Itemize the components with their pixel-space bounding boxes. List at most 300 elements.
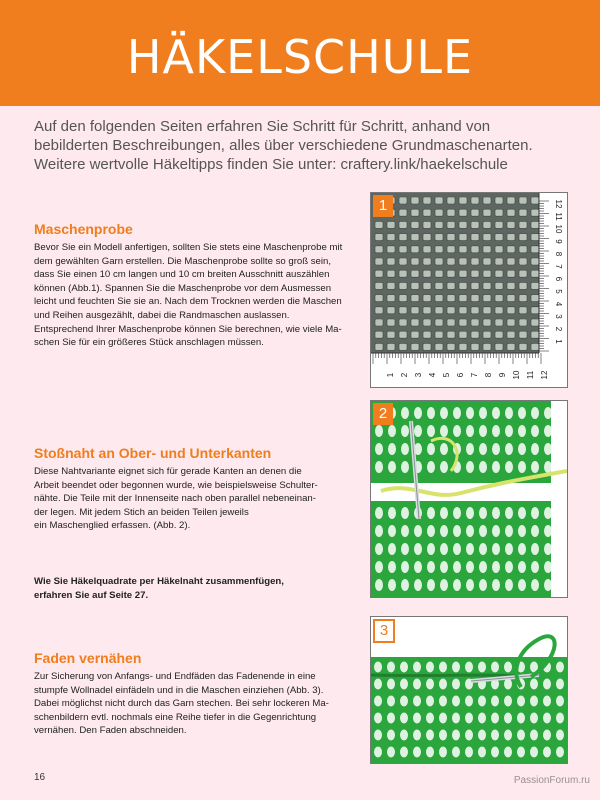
swatch-stitch (531, 270, 539, 277)
intro-line: Weitere wertvolle Häkeltipps finden Sie unter: craftery.link/haekelschule (34, 156, 508, 173)
stitch-gap (543, 730, 551, 741)
stitch-gap (556, 713, 564, 724)
stitch-gap (544, 443, 552, 455)
stitch-gap (452, 713, 460, 724)
page-header (0, 0, 600, 106)
swatch-stitch (507, 307, 515, 314)
stitch-gap (544, 579, 552, 591)
swatch-stitch (483, 343, 491, 350)
stitch-gap (413, 662, 421, 673)
swatch-stitch (387, 307, 395, 314)
ruler-number: 1 (554, 339, 563, 344)
swatch-stitch (375, 221, 383, 228)
stitch-gap (544, 461, 552, 473)
stitch-gap (439, 679, 447, 690)
section-line: Diese Nahtvariante eignet sich für gerade Kanten an denen die (34, 466, 302, 477)
intro-line: Auf den folgenden Seiten erfahren Sie Schritt für Schritt, anhand von (34, 118, 491, 135)
stitch-gap (492, 579, 500, 591)
stitch-gap (491, 662, 499, 673)
swatch-stitch (531, 209, 539, 216)
stitch-gap (453, 543, 461, 555)
swatch-stitch (447, 270, 455, 277)
stitch-gap (478, 662, 486, 673)
stitch-gap (492, 461, 500, 473)
stitch-gap (530, 679, 538, 690)
swatch-stitch (459, 295, 467, 302)
swatch-stitch (495, 307, 503, 314)
stitch-gap (543, 713, 551, 724)
swatch-stitch (531, 343, 539, 350)
ruler-number: 2 (554, 326, 563, 332)
stitch-gap (491, 696, 499, 707)
swatch-stitch (399, 295, 407, 302)
swatch-stitch (411, 221, 419, 228)
swatch-stitch (471, 343, 479, 350)
stitch-gap (505, 579, 513, 591)
stitch-gap (491, 713, 499, 724)
gauge-swatch-illustration (371, 193, 567, 387)
stitch-gap (439, 747, 447, 758)
stitch-gap (401, 407, 409, 419)
swatch-stitch (435, 282, 443, 289)
stitch-gap (465, 696, 473, 707)
stitch-gap (479, 579, 487, 591)
stitch-gap (413, 679, 421, 690)
stitch-gap (388, 561, 396, 573)
stitch-gap (518, 507, 526, 519)
swatch-stitch (399, 319, 407, 326)
section-line: und Reihen ausgezählt, dabei die Randmaschen auslassen. (34, 309, 290, 321)
stitch-gap (492, 543, 500, 555)
swatch-stitch (423, 209, 431, 216)
swatch-stitch (459, 343, 467, 350)
swatch-stitch (519, 221, 527, 228)
swatch-stitch (399, 343, 407, 350)
stitch-gap (556, 679, 564, 690)
stitch-gap (556, 730, 564, 741)
page-title: HÄKELSCHULE (126, 30, 474, 84)
stitch-gap (479, 443, 487, 455)
swatch-stitch (471, 295, 479, 302)
swatch-stitch (411, 246, 419, 253)
figure-number-badge: 3 (373, 619, 395, 643)
stitch-gap (387, 747, 395, 758)
swatch-stitch (375, 246, 383, 253)
stitch-gap (401, 543, 409, 555)
ruler-number: 11 (526, 370, 535, 380)
swatch-stitch (519, 246, 527, 253)
stitch-gap (427, 443, 435, 455)
stitch-gap (505, 407, 513, 419)
swatch-stitch (411, 295, 419, 302)
swatch-stitch (459, 197, 467, 204)
swatch-stitch (507, 282, 515, 289)
stitch-gap (466, 525, 474, 537)
stitch-gap (492, 425, 500, 437)
stitch-gap (427, 407, 435, 419)
stitch-gap (492, 561, 500, 573)
swatch-stitch (447, 221, 455, 228)
stitch-gap (544, 425, 552, 437)
ruler-number: 4 (554, 301, 563, 307)
swatch-stitch (423, 270, 431, 277)
swatch-stitch (375, 295, 383, 302)
stitch-gap (466, 507, 474, 519)
swatch-stitch (471, 258, 479, 265)
stitch-gap (492, 407, 500, 419)
stitch-gap (414, 407, 422, 419)
stitch-gap (439, 696, 447, 707)
stitch-gap (374, 713, 382, 724)
stitch-gap (413, 696, 421, 707)
stitch-gap (466, 461, 474, 473)
swatch-stitch (423, 221, 431, 228)
swatch-stitch (483, 319, 491, 326)
stitch-gap (531, 461, 539, 473)
horizontal-ruler (371, 353, 567, 387)
stitch-gap (400, 730, 408, 741)
stitch-gap (530, 747, 538, 758)
swatch-stitch (447, 197, 455, 204)
watermark: PassionForum.ru (513, 775, 590, 786)
stitch-gap (505, 525, 513, 537)
stitch-gap (530, 696, 538, 707)
section-line: Bevor Sie ein Modell anfertigen, sollten Sie stets eine Maschenprobe mit (34, 242, 343, 253)
swatch-stitch (423, 282, 431, 289)
stitch-gap (518, 407, 526, 419)
stitch-gap (531, 507, 539, 519)
ruler-number: 5 (554, 289, 563, 294)
swatch-stitch (387, 319, 395, 326)
stitch-gap (400, 696, 408, 707)
stitch-gap (530, 713, 538, 724)
swatch-stitch (411, 270, 419, 277)
swatch-stitch (519, 197, 527, 204)
swatch-stitch (507, 197, 515, 204)
swatch-stitch (495, 197, 503, 204)
swatch-stitch (495, 221, 503, 228)
stitch-gap (387, 679, 395, 690)
stitch-gap (388, 425, 396, 437)
ruler-number: 2 (400, 372, 409, 378)
swatch-stitch (483, 246, 491, 253)
swatch-stitch (435, 221, 443, 228)
swatch-stitch (375, 331, 383, 338)
stitch-gap (375, 425, 383, 437)
swatch-stitch (519, 270, 527, 277)
stitch-gap (374, 679, 382, 690)
ruler-number: 6 (456, 372, 465, 378)
stitch-gap (387, 730, 395, 741)
swatch-stitch (519, 343, 527, 350)
stitch-gap (387, 713, 395, 724)
stitch-gap (491, 747, 499, 758)
section-line: leicht und feuchten Sie sie an. Nach dem Trocknen werden die Maschen (34, 296, 342, 308)
swatch-stitch (471, 307, 479, 314)
stitch-gap (556, 696, 564, 707)
ruler-number: 6 (554, 276, 563, 282)
stitch-gap (478, 713, 486, 724)
stitch-gap (544, 561, 552, 573)
stitch-gap (504, 730, 512, 741)
stitch-gap (426, 713, 434, 724)
swatch-stitch (459, 221, 467, 228)
weave-in-illustration (371, 617, 567, 763)
swatch-stitch (423, 343, 431, 350)
swatch-stitch (375, 307, 383, 314)
stitch-gap (479, 561, 487, 573)
swatch-stitch (483, 331, 491, 338)
section-line: vernähen. Den Faden abschneiden. (34, 725, 187, 737)
section-line: können (Abb.1). Spannen Sie die Maschenprobe vor dem Ausmessen (34, 282, 332, 294)
swatch-stitch (459, 258, 467, 265)
swatch-stitch (375, 258, 383, 265)
swatch-stitch (375, 282, 383, 289)
swatch-stitch (519, 319, 527, 326)
figure-weave-in-ends (370, 616, 568, 764)
swatch-stitch (435, 270, 443, 277)
swatch-stitch (531, 295, 539, 302)
swatch-stitch (387, 343, 395, 350)
swatch-stitch (471, 319, 479, 326)
stitch-gap (414, 561, 422, 573)
stitch-gap (401, 461, 409, 473)
swatch-stitch (423, 319, 431, 326)
stitch-gap (375, 579, 383, 591)
stitch-gap (401, 425, 409, 437)
stitch-gap (427, 579, 435, 591)
swatch-stitch (387, 282, 395, 289)
section-body (34, 465, 364, 533)
swatch-stitch (447, 258, 455, 265)
stitch-gap (426, 679, 434, 690)
swatch-stitch (471, 246, 479, 253)
swatch-stitch (447, 209, 455, 216)
stitch-gap (375, 443, 383, 455)
swatch-stitch (447, 331, 455, 338)
stitch-gap (518, 425, 526, 437)
intro-text (34, 117, 574, 174)
stitch-gap (453, 579, 461, 591)
section-line: nähte. Die Teile mit der Innenseite nach oben parallel nebeneinan- (34, 493, 316, 505)
swatch-stitch (483, 258, 491, 265)
swatch-stitch (411, 319, 419, 326)
stitch-gap (504, 679, 512, 690)
swatch-stitch (471, 331, 479, 338)
stitch-gap (544, 507, 552, 519)
swatch-stitch (507, 331, 515, 338)
stitch-gap (374, 696, 382, 707)
swatch-stitch (531, 197, 539, 204)
stitch-gap (374, 662, 382, 673)
section-faden-vernaehen (34, 650, 364, 738)
stitch-gap (375, 543, 383, 555)
stitch-gap (518, 561, 526, 573)
ruler-number: 11 (554, 212, 563, 221)
swatch-stitch (435, 246, 443, 253)
stitch-gap (531, 407, 539, 419)
swatch-stitch (531, 246, 539, 253)
stitch-gap (401, 525, 409, 537)
stitch-gap (453, 407, 461, 419)
stitch-gap (440, 407, 448, 419)
swatch-stitch (399, 234, 407, 241)
stitch-gap (452, 730, 460, 741)
swatch-stitch (495, 209, 503, 216)
swatch-stitch (411, 197, 419, 204)
ruler-number: 10 (554, 224, 563, 234)
swatch-stitch (483, 270, 491, 277)
swatch-stitch (519, 234, 527, 241)
stitch-gap (531, 425, 539, 437)
stitch-gap (518, 461, 526, 473)
swatch-stitch (483, 234, 491, 241)
intro-line: bebilderten Beschreibungen, alles über verschiedene Grundmaschenarten. (34, 137, 533, 154)
swatch-stitch (399, 307, 407, 314)
stitch-gap (427, 525, 435, 537)
swatch-stitch (423, 295, 431, 302)
swatch-stitch (519, 282, 527, 289)
stitch-gap (426, 747, 434, 758)
swatch-stitch (459, 307, 467, 314)
figure-gauge-swatch (370, 192, 568, 388)
stitch-gap (414, 579, 422, 591)
swatch-stitch (435, 209, 443, 216)
swatch-stitch (435, 258, 443, 265)
stitch-gap (453, 525, 461, 537)
swatch-stitch (507, 343, 515, 350)
swatch-stitch (423, 234, 431, 241)
stitch-gap (505, 507, 513, 519)
swatch-stitch (387, 270, 395, 277)
swatch-stitch (387, 221, 395, 228)
ruler-number: 12 (540, 370, 549, 380)
section-line: Arbeit beendet oder begonnen wurde, wie beispielsweise Schulter- (34, 479, 318, 491)
swatch-stitch (399, 209, 407, 216)
stitch-gap (452, 662, 460, 673)
swatch-stitch (507, 221, 515, 228)
swatch-stitch (423, 246, 431, 253)
stitch-gap (491, 730, 499, 741)
note-line: Wie Sie Häkelquadrate per Häkelnaht zusammenfügen, (34, 576, 284, 587)
swatch-stitch (447, 343, 455, 350)
swatch-stitch (531, 319, 539, 326)
stitch-gap (413, 747, 421, 758)
swatch-stitch (399, 221, 407, 228)
stitch-gap (479, 461, 487, 473)
swatch-stitch (447, 282, 455, 289)
stitch-gap (465, 662, 473, 673)
swatch-stitch (507, 295, 515, 302)
section-body (34, 241, 364, 350)
stitch-gap (492, 525, 500, 537)
stitch-gap (530, 730, 538, 741)
swatch-stitch (531, 282, 539, 289)
swatch-stitch (531, 331, 539, 338)
stitch-gap (440, 461, 448, 473)
stitch-gap (479, 407, 487, 419)
swatch-stitch (375, 234, 383, 241)
swatch-stitch (411, 343, 419, 350)
stitch-gap (427, 507, 435, 519)
swatch-stitch (483, 282, 491, 289)
swatch-stitch (435, 331, 443, 338)
swatch-stitch (423, 307, 431, 314)
stitch-gap (401, 443, 409, 455)
swatch-stitch (399, 246, 407, 253)
stitch-gap (517, 747, 525, 758)
stitch-gap (531, 525, 539, 537)
section-line: dass Sie einen 10 cm langen und 10 cm breiten Ausschnitt auszählen (34, 269, 330, 281)
swatch-stitch (471, 234, 479, 241)
stitch-gap (543, 696, 551, 707)
section-line: schenbildern evtl. nochmals eine Reihe tiefer in die Gegenrichtung (34, 711, 317, 723)
stitch-gap (531, 443, 539, 455)
stitch-gap (504, 747, 512, 758)
swatch-stitch (495, 331, 503, 338)
swatch-stitch (435, 319, 443, 326)
swatch-stitch (375, 270, 383, 277)
ruler-number: 5 (442, 372, 451, 378)
stitch-gap (465, 713, 473, 724)
stitch-gap (465, 730, 473, 741)
swatch-stitch (471, 209, 479, 216)
swatch-stitch (399, 270, 407, 277)
seam-illustration (371, 401, 567, 597)
stitch-gap (505, 561, 513, 573)
note-line: erfahren Sie auf Seite 27. (34, 589, 149, 601)
stitch-gap (453, 425, 461, 437)
stitch-gap (543, 679, 551, 690)
stitch-gap (466, 579, 474, 591)
stitch-gap (518, 543, 526, 555)
stitch-gap (453, 507, 461, 519)
swatch-stitch (435, 343, 443, 350)
stitch-gap (400, 679, 408, 690)
swatch-stitch (459, 331, 467, 338)
swatch-stitch (435, 197, 443, 204)
stitch-gap (492, 507, 500, 519)
swatch-stitch (447, 295, 455, 302)
swatch-stitch (423, 258, 431, 265)
stitch-gap (401, 507, 409, 519)
stitch-gap (414, 543, 422, 555)
swatch-stitch (471, 221, 479, 228)
ruler-number: 3 (554, 314, 563, 319)
ruler-number: 9 (554, 239, 563, 244)
swatch-stitch (471, 270, 479, 277)
section-line: Zur Sicherung von Anfangs- und Endfäden das Fadenende in eine (34, 671, 316, 682)
swatch-stitch (459, 282, 467, 289)
swatch-stitch (519, 295, 527, 302)
stitch-gap (479, 525, 487, 537)
stitch-gap (440, 443, 448, 455)
stitch-gap (452, 696, 460, 707)
stitch-gap (479, 543, 487, 555)
stitch-gap (517, 730, 525, 741)
swatch-stitch (387, 331, 395, 338)
swatch-stitch (507, 319, 515, 326)
stitch-gap (413, 730, 421, 741)
swatch-stitch (423, 331, 431, 338)
stitch-gap (544, 525, 552, 537)
stitch-gap (479, 425, 487, 437)
swatch-stitch (411, 331, 419, 338)
ruler-number: 8 (554, 251, 563, 257)
stitch-gap (465, 747, 473, 758)
swatch-stitch (447, 319, 455, 326)
stitch-gap (466, 407, 474, 419)
